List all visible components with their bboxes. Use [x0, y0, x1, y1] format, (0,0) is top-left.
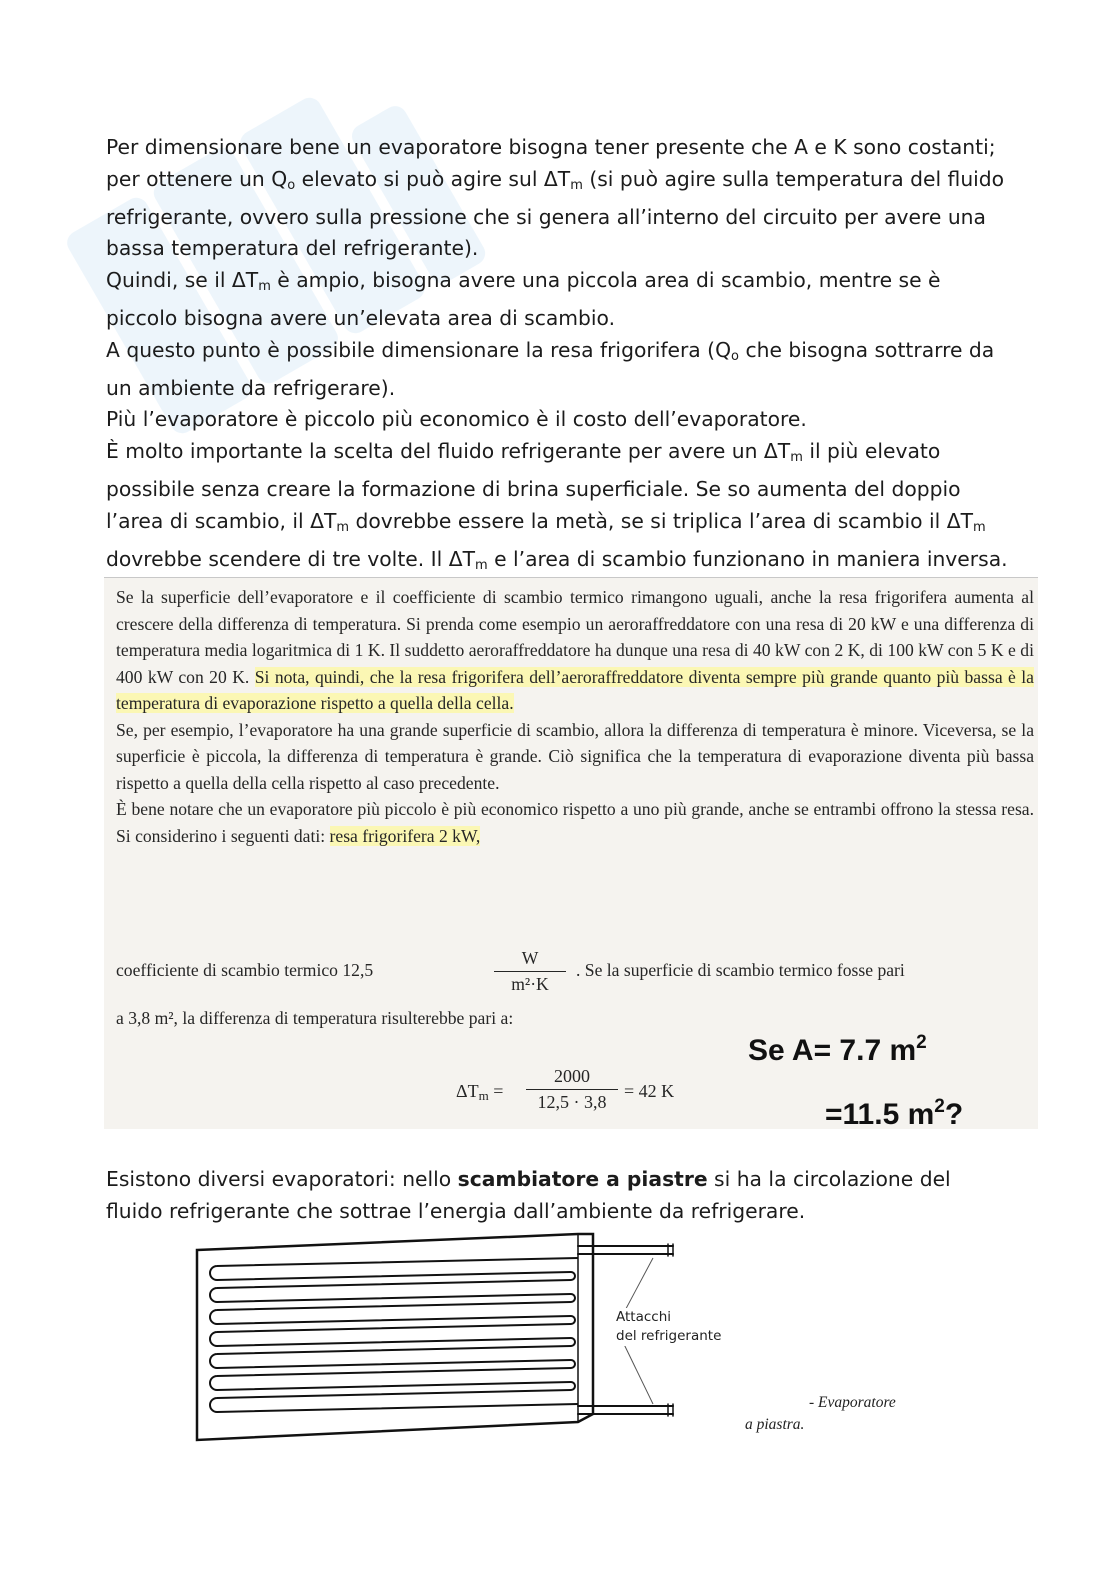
paragraph-1: Per dimensionare bene un evaporatore bisogna tener presente che A e K sono costanti; per ottenere un $Q_o$ elevato si può agire sul $\Delta T_m$ (si può agire sulla temperatura del fluido refrigerante, ovvero sulla pressione che si genera all’interno del circuito per avere una bassa temperatura del refrigerante). — [106, 135, 1005, 261]
coefficient-line: coefficiente di scambio termico 12,5 $\frac{W}{\text{m²·K}}$ . Se la superficie di scambio termico fosse pari — [116, 948, 905, 994]
notes-text — [106, 132, 1011, 581]
note-line-1: Se A= 7.7 $m^2$ — [748, 1032, 927, 1067]
book-text — [116, 584, 1034, 849]
paragraph-4: Più l’evaporatore è piccolo più economico è il costo dell’evaporatore. — [106, 407, 807, 432]
book-paragraph-1: Se la superficie dell’evaporatore e il coefficiente di scambio termico rimangono uguali, anche la resa frigorifera aumenta al crescere della differenza di temperatura. Si prenda come esempio un aeroraffreddatore con una resa di 20 kW e una differenza di temperatura media logaritmica di 1 K. Il suddetto aeroraffreddatore ha dunque una resa di 40 kW con 2 K, di 100 kW con 5 K e di 400 kW con 20 K. Si nota, quindi, che la resa frigorifera dell’aeroraffreddatore diventa sempre più grande quanto più bassa è la temperatura di evaporazione rispetto a quella della cella. — [116, 587, 1034, 713]
book-paragraph-3: È bene notare che un evaporatore più piccolo è più economico rispetto a uno più grande, anche se entrambi offrono la stessa resa. Si considerino i seguenti dati: resa frigorifera 2 kW, — [116, 799, 1034, 846]
formula-fraction: $\frac{2000}{12,5 \cdot 3,8}$ — [526, 1066, 618, 1113]
unit-fraction: $\frac{W}{\text{m²·K}}$ — [494, 948, 566, 995]
paragraph-5: È molto importante la scelta del fluido refrigerante per avere un $\Delta T_m$ il più elevato possibile senza creare la formazione di brina superficiale. Se so aumenta del doppio l’area di scambio, il $\Delta T_m$ dovrebbe essere la metà, se si triplica l’area di scambio il $\Delta T_m$ dovrebbe scendere di tre volte. Il $\Delta T_m$ e l’area di scambio funzionano in maniera inversa. — [106, 439, 1008, 573]
area-line: a 3,8 m², la differenza di temperatura risulterebbe pari a: — [116, 1008, 514, 1028]
delta-t-formula: $\Delta T_m$ = $\frac{2000}{12,5 \cdot 3,8}$ = 42 K — [456, 1066, 675, 1112]
highlighted-text: Si nota, quindi, che la resa frigorifera dell’aeroraffreddatore diventa sempre più grande quanto più bassa è la temperatura di evaporazione rispetto a quella della cella. — [116, 666, 1034, 713]
note-line-2: =11.5 $m^2$? — [825, 1096, 964, 1131]
paragraph-2: Quindi, se il $\Delta T_m$ è ampio, bisogna avere una piccola area di scambio, mentre se è piccolo bisogna avere un’elevata area di scambio. — [106, 268, 941, 330]
paragraph-3: A questo punto è possibile dimensionare la resa frigorifera ($Q_o$ che bisogna sottrarre da un ambiente da refrigerare). — [106, 337, 995, 400]
evaporator-types-text: Esistono diversi evaporatori: nello scambiatore a piastre si ha la circolazione del fluido refrigerante che sottrae l’energia dall’ambiente da refrigerare. — [106, 1167, 951, 1223]
refrigerant-connections-label: Attacchi del refrigerante — [616, 1309, 722, 1344]
highlighted-text: resa frigorifera 2 kW, — [329, 825, 481, 846]
plate-evaporator-figure — [183, 1228, 923, 1442]
book-excerpt — [104, 577, 1038, 1129]
figure-caption: - Evaporatore a piastra. — [745, 1394, 896, 1433]
book-paragraph-2: Se, per esempio, l’evaporatore ha una grande superficie di scambio, allora la differenza di temperatura è minore. Viceversa, se la superficie è piccola, la differenza di temperatura è grande. Ciò significa che la temperatura di evaporazione diventa più bassa rispetto a quella della cella rispetto al caso precedente. — [116, 719, 1034, 793]
